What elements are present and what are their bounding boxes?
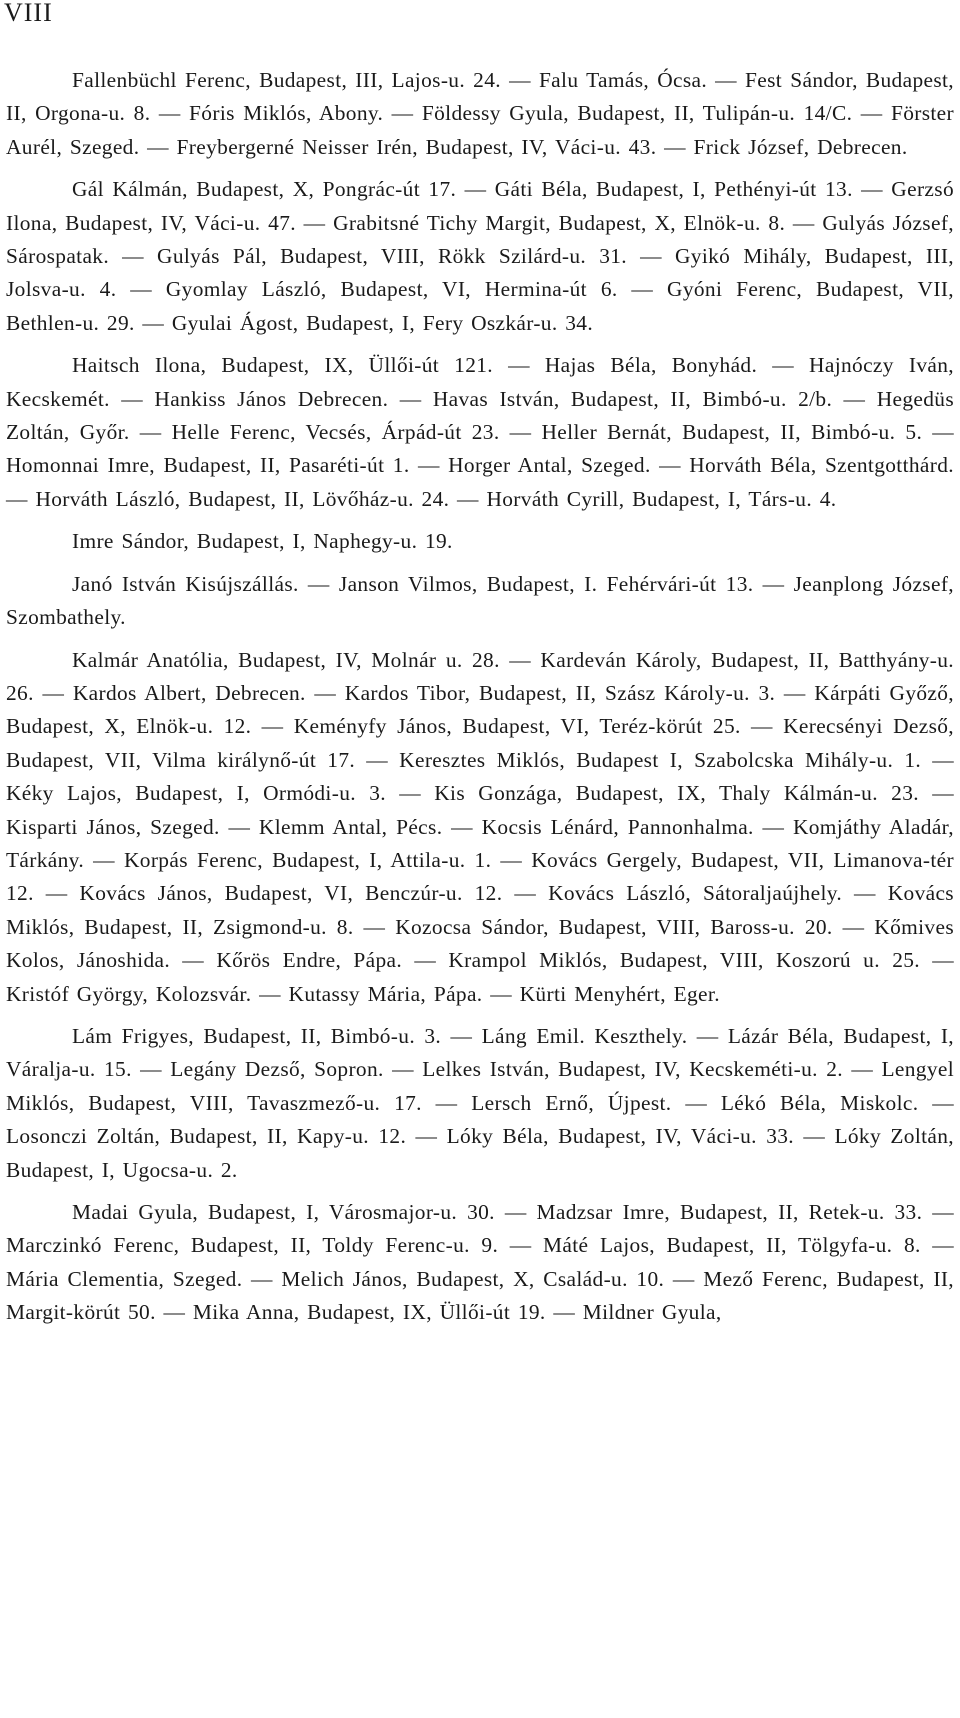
paragraph-l: Lám Frigyes, Budapest, II, Bimbó-u. 3. — Láng Emil. Keszthely. — Lázár Béla, Budapest, I, Váralja-u. 15. — Legány Dezső, Sopron. — Lelkes István, Budapest, IV, Kecskeméti-u. 2. — Lengyel Miklós, Budapest, VIII, Tavaszmező-u. 17. — Lersch Ernő, Újpest. — Lékó Béla, Miskolc. — Losonczi Zoltán, Budapest, II, Kapy-u. 12. — Lóky Béla, Budapest, IV, Váci-u. 33. — Lóky Zoltán, Budapest, I, Ugocsa-u. 2. (6, 1023, 954, 1182)
paragraph-h: Haitsch Ilona, Budapest, IX, Üllői-út 121. — Hajas Béla, Bonyhád. — Hajnóczy Iván, Kecskemét. — Hankiss János Debrecen. — Havas István, Budapest, II, Bimbó-u. 2/b. — Hegedüs Zoltán, Győr. — Helle Ferenc, Vecsés, Árpád-út 23. — Heller Bernát, Budapest, II, Bimbó-u. 5. — Homonnai Imre, Budapest, II, Pasaréti-út 1. — Horger Antal, Szeged. — Horváth Béla, Szentgotthárd. — Horváth László, Budapest, II, Lövőház-u. 24. — Horváth Cyrill, Budapest, I, Társ-u. 4. (6, 353, 954, 511)
member-directory (6, 64, 954, 1339)
paragraph-g: Gál Kálmán, Budapest, X, Pongrác-út 17. — Gáti Béla, Budapest, I, Pethényi-út 13. — Gerzsó Ilona, Budapest, IV, Váci-u. 47. — Grabitsné Tichy Margit, Budapest, X, Elnök-u. 8. — Gulyás József, Sárospatak. — Gulyás Pál, Budapest, VIII, Rökk Szilárd-u. 31. — Gyikó Mihály, Budapest, III, Jolsva-u. 4. — Gyomlay László, Budapest, VI, Hermina-út 6. — Gyóni Ferenc, Budapest, VII, Bethlen-u. 29. — Gyulai Ágost, Budapest, I, Fery Oszkár-u. 34. (6, 177, 954, 335)
paragraph-k: Kalmár Anatólia, Budapest, IV, Molnár u. 28. — Kardeván Károly, Budapest, II, Batthyány-u. 26. — Kardos Albert, Debrecen. — Kardos Tibor, Budapest, II, Szász Károly-u. 3. — Kárpáti Győző, Budapest, X, Elnök-u. 12. — Keményfy János, Budapest, VI, Teréz-körút 25. — Kerecsényi Dezső, Budapest, VII, Vilma királynő-út 17. — Keresztes Miklós, Budapest I, Szabolcska Mihály-u. 1. — Kéky Lajos, Budapest, I, Ormódi-u. 3. — Kis Gonzága, Budapest, IX, Thaly Kálmán-u. 23. — Kisparti János, Szeged. — Klemm Antal, Pécs. — Kocsis Lénárd, Pannonhalma. — Komjáthy Aladár, Tárkány. — Korpás Ferenc, Budapest, I, Attila-u. 1. — Kovács Gergely, Budapest, VII, Limanova-tér 12. — Kovács János, Budapest, VI, Benczúr-u. 12. — Kovács László, Sátoraljaújhely. — Kovács Miklós, Budapest, II, Zsigmond-u. 8. — Kozocsa Sándor, Budapest, VIII, Baross-u. 20. — Kőmives Kolos, Jánoshida. — Kőrös Endre, Pápa. — Krampol Miklós, Budapest, VIII, Koszorú u. 25. — Kristóf György, Kolozsvár. — Kutassy Mária, Pápa. — Kürti Menyhért, Eger. (6, 647, 954, 1006)
paragraph-j: Janó István Kisújszállás. — Janson Vilmos, Budapest, I. Fehérvári-út 13. — Jeanplong József, Szombathely. (6, 571, 954, 630)
paragraph-i: Imre Sándor, Budapest, I, Naphegy-u. 19. (72, 529, 453, 554)
paragraph-f: Fallenbüchl Ferenc, Budapest, III, Lajos-u. 24. — Falu Tamás, Ócsa. — Fest Sándor, Budapest, II, Orgona-u. 8. — Fóris Miklós, Abony. — Földessy Gyula, Budapest, II, Tulipán-u. 14/C. — Förster Aurél, Szeged. — Freybergerné Neisser Irén, Budapest, IV, Váci-u. 43. — Frick József, Debrecen. (6, 68, 954, 159)
paragraph-m: Madai Gyula, Budapest, I, Városmajor-u. 30. — Madzsar Imre, Budapest, II, Retek-u. 33. — Marczinkó Ferenc, Budapest, II, Toldy Ferenc-u. 9. — Máté Lajos, Budapest, II, Tölgyfa-u. 8. — Mária Clementia, Szeged. — Melich János, Budapest, X, Család-u. 10. — Mező Ferenc, Budapest, II, Margit-körút 50. — Mika Anna, Budapest, IX, Üllői-út 19. — Mildner Gyula, (6, 1200, 954, 1325)
page-number: VIII (4, 0, 53, 27)
